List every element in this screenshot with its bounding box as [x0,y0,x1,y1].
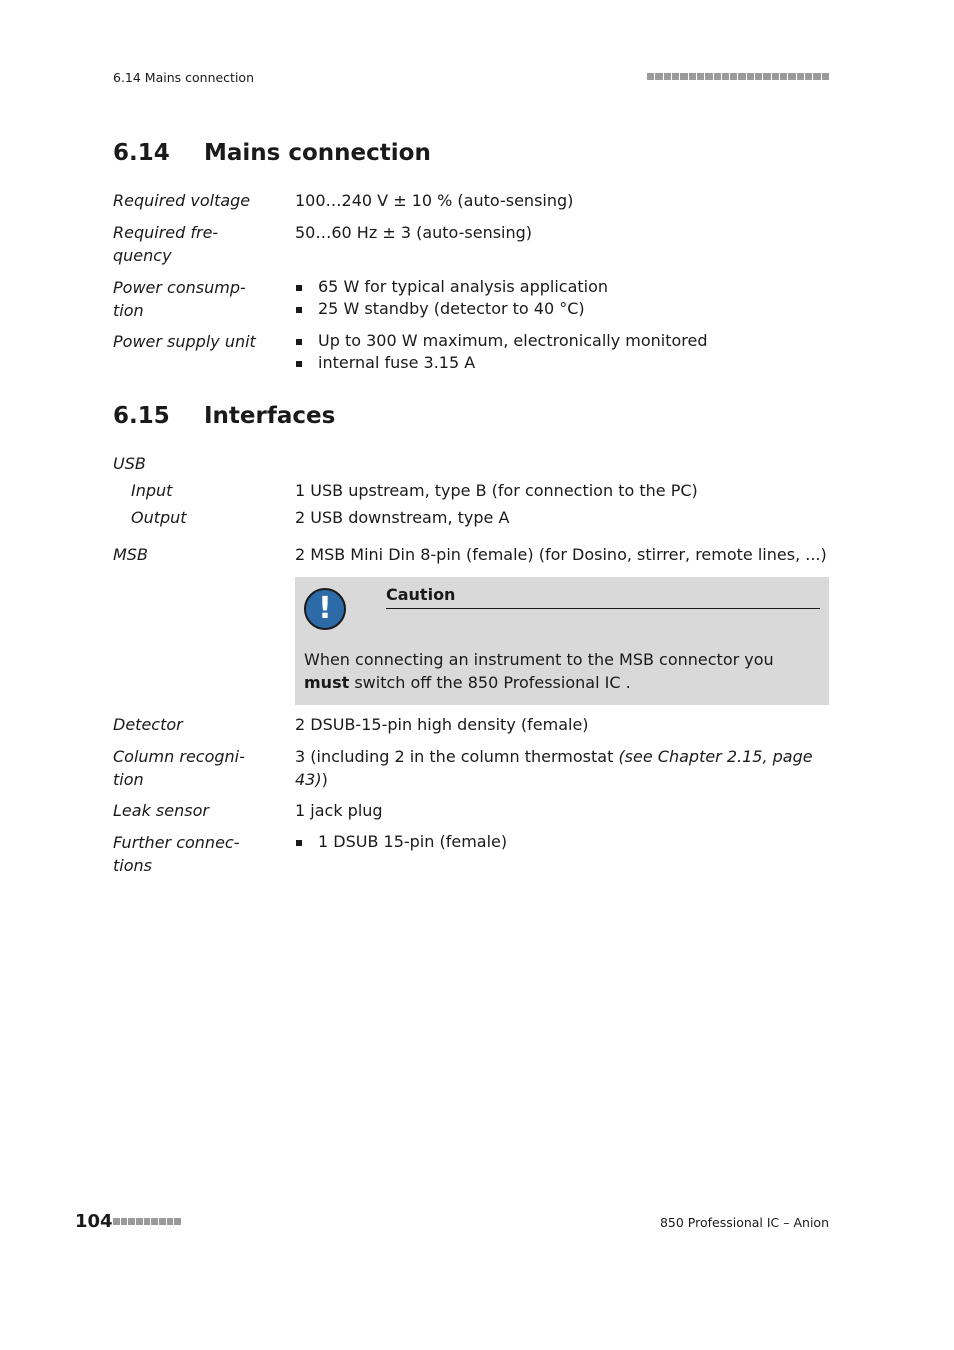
section-number: 6.14 [113,140,170,166]
spec-label-usb: USB [113,454,146,473]
decoration-square [655,73,662,80]
caution-text: When connecting an instrument to the MSB connector you must switch off the 850 Professional IC . [304,650,774,692]
spec-value-detector: 2 DSUB-15-pin high density (female) [295,715,589,734]
section-number: 6.15 [113,403,170,429]
chapter-reference-link[interactable]: (see Chapter 2.15, page 43) [295,747,813,789]
section-heading-mains [113,140,713,170]
spec-label-detector: Detector [113,715,183,734]
decoration-square [144,1218,151,1225]
page-number: 104 [75,1211,113,1232]
decoration-square [788,73,795,80]
list-item: Up to 300 W maximum, electronically monitored [295,330,829,352]
decoration-square [722,73,729,80]
spec-label-leak: Leak sensor [113,801,209,820]
running-header: 6.14 Mains connection [113,70,255,85]
list-item: 65 W for typical analysis application [295,276,829,298]
list-item: internal fuse 3.15 A [295,352,829,374]
decoration-square [763,73,770,80]
section-title: Mains connection [204,140,431,166]
spec-label-msb: MSB [113,545,148,564]
caution-title: Caution [386,585,456,604]
spec-value-output: 2 USB downstream, type A [295,508,510,527]
spec-label-column: Column recogni- tion [113,747,245,789]
decoration-square [805,73,812,80]
spec-value-leak: 1 jack plug [295,801,383,820]
exclamation-icon: ! [304,588,346,630]
spec-label-input: Input [131,481,173,500]
product-name: 850 Professional IC – Anion [659,1215,829,1230]
spec-value-frequency: 50…60 Hz ± 3 (auto-sensing) [295,223,533,242]
spec-value-column: 3 (including 2 in the column thermostat (see Chapter 2.15, page 43)) [295,747,813,789]
decoration-square [159,1218,166,1225]
section-title: Interfaces [204,403,336,429]
decoration-square [797,73,804,80]
decoration-square [167,1218,174,1225]
decoration-square [113,1218,120,1225]
caution-divider [386,608,820,609]
decoration-square [813,73,820,80]
decoration-square [738,73,745,80]
decoration-square [121,1218,128,1225]
spec-label-output: Output [131,508,187,527]
spec-label-psu: Power supply unit [113,332,256,351]
decoration-square [128,1218,135,1225]
list-item: 1 DSUB 15-pin (female) [295,831,829,853]
spec-value-msb: 2 MSB Mini Din 8-pin (female) (for Dosino, stirrer, remote lines, ...) [295,545,827,564]
spec-value-voltage: 100…240 V ± 10 % (auto-sensing) [295,191,574,210]
decoration-square [747,73,754,80]
spec-value-psu [295,330,829,374]
footer-decoration [113,1218,181,1225]
list-item: 25 W standby (detector to 40 °C) [295,298,829,320]
spec-label-voltage: Required voltage [113,191,251,210]
decoration-square [647,73,654,80]
decoration-square [822,73,829,80]
spec-label-power: Power consump- tion [113,278,246,320]
spec-value-input: 1 USB upstream, type B (for connection to the PC) [295,481,698,500]
spec-value-power [295,276,829,320]
spec-label-further: Further connec- tions [113,833,240,875]
decoration-square [151,1218,158,1225]
section-heading-interfaces [113,403,713,433]
spec-value-further [295,831,829,853]
decoration-square [780,73,787,80]
decoration-square [136,1218,143,1225]
decoration-square [772,73,779,80]
decoration-square [697,73,704,80]
decoration-square [174,1218,181,1225]
decoration-square [755,73,762,80]
decoration-square [664,73,671,80]
spec-label-frequency: Required fre- quency [113,223,219,265]
decoration-square [689,73,696,80]
decoration-square [672,73,679,80]
header-decoration [647,73,829,80]
decoration-square [680,73,687,80]
decoration-square [714,73,721,80]
decoration-square [705,73,712,80]
caution-box [295,577,829,705]
decoration-square [730,73,737,80]
